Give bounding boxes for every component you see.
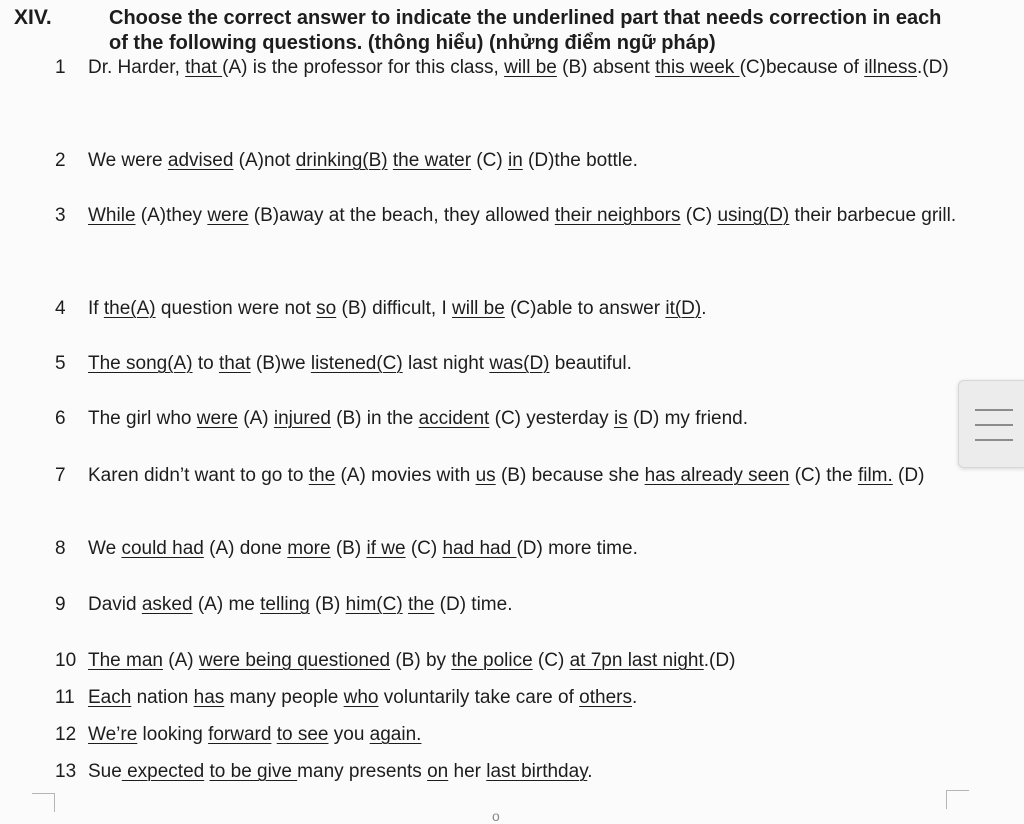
- underlined-option: will be: [452, 298, 505, 319]
- underlined-option: to be give: [209, 761, 298, 782]
- question-text-segment: Dr. Harder,: [88, 57, 186, 78]
- question-number: 4: [55, 298, 66, 319]
- question-text-segment: beautiful.: [549, 353, 632, 374]
- underlined-option: using(D): [717, 205, 790, 226]
- page-corner-mark-left: [32, 793, 55, 812]
- question-number: 5: [55, 353, 66, 374]
- question-text: [88, 142, 968, 179]
- question-text-segment: (A): [162, 650, 199, 671]
- question-text-segment: many presents: [297, 761, 428, 782]
- question-text-segment: (D): [892, 465, 925, 486]
- underlined-option: him(C): [345, 594, 403, 615]
- question-number: 1: [55, 57, 66, 78]
- underlined-option: has already seen: [644, 465, 790, 486]
- underlined-option: were being questioned: [198, 650, 391, 671]
- question-text-segment: .: [631, 687, 638, 708]
- question-number: 12: [55, 724, 77, 745]
- question-number: 11: [55, 687, 75, 708]
- underlined-option: were: [207, 205, 249, 226]
- underlined-option: could had: [121, 538, 204, 559]
- question-text-segment: .: [701, 298, 707, 319]
- question-text-segment: The girl who: [88, 408, 197, 429]
- question-text-segment: (A) done: [203, 538, 288, 559]
- question-text-segment: looking: [137, 724, 209, 745]
- question-text-segment: nation: [131, 687, 194, 708]
- underlined-option: advised: [167, 150, 234, 171]
- underlined-option: the water: [392, 150, 472, 171]
- underlined-option: on: [427, 761, 449, 782]
- question-text-segment: (B) in the: [330, 408, 419, 429]
- question-text-segment: (A)not: [233, 150, 296, 171]
- underlined-option: expected: [121, 761, 205, 782]
- underlined-option: listened(C): [310, 353, 403, 374]
- page-corner-mark-right: [946, 790, 969, 809]
- underlined-option: forward: [208, 724, 272, 745]
- underlined-option: that: [185, 57, 223, 78]
- page-bottom-mark: o: [492, 808, 500, 824]
- underlined-option: to see: [276, 724, 329, 745]
- question-text-segment: (B) difficult, I: [336, 298, 453, 319]
- question-text-segment: David: [88, 594, 142, 615]
- question-number: 2: [55, 150, 66, 171]
- question-text-segment: (D)the bottle.: [522, 150, 638, 171]
- question-text-segment: (A): [237, 408, 274, 429]
- question-text: [88, 530, 968, 567]
- question-text-segment: question were not: [155, 298, 317, 319]
- question-text-segment: (D) more time.: [516, 538, 638, 559]
- underlined-option: at 7pn last night: [569, 650, 704, 671]
- underlined-option: was(D): [489, 353, 550, 374]
- question-text-segment: last night: [402, 353, 490, 374]
- question-text-segment: (C)able to answer: [504, 298, 666, 319]
- question-number: 6: [55, 408, 66, 429]
- question-text-segment: (C): [532, 650, 570, 671]
- underlined-option: if we: [366, 538, 406, 559]
- menu-button[interactable]: [958, 380, 1024, 468]
- question-text-segment: .(D): [917, 57, 949, 78]
- underlined-option: the: [308, 465, 336, 486]
- question-text-segment: (A) movies with: [335, 465, 476, 486]
- question-text-segment: (C): [471, 150, 508, 171]
- underlined-option: The song(A): [88, 353, 193, 374]
- underlined-option: Each: [88, 687, 132, 708]
- underlined-option: their neighbors: [554, 205, 681, 226]
- underlined-option: the police: [451, 650, 533, 671]
- question-text-segment: Sue: [88, 761, 122, 782]
- question-text: [88, 290, 968, 327]
- hamburger-menu-icon: [975, 407, 1013, 443]
- underlined-option: The man: [88, 650, 163, 671]
- underlined-option: last birthday: [486, 761, 588, 782]
- underlined-option: the: [407, 594, 435, 615]
- underlined-option: accident: [418, 408, 490, 429]
- question-text-segment: her: [448, 761, 487, 782]
- underlined-option: us: [475, 465, 496, 486]
- underlined-option: in: [507, 150, 523, 171]
- question-text-segment: (A) me: [192, 594, 261, 615]
- question-text: [88, 753, 968, 790]
- question-text-segment: (B) by: [390, 650, 452, 671]
- question-text-segment: (B): [309, 594, 346, 615]
- question-text: [88, 586, 968, 623]
- question-text: [88, 679, 968, 716]
- question-text-segment: We were: [88, 150, 168, 171]
- underlined-option: so: [316, 298, 337, 319]
- question-text: [88, 642, 968, 679]
- question-text-segment: (B) because she: [495, 465, 645, 486]
- underlined-option: film.: [857, 465, 893, 486]
- question-number: 9: [55, 594, 66, 615]
- question-text-segment: (D) my friend.: [627, 408, 749, 429]
- question-text-segment: voluntarily take care of: [378, 687, 580, 708]
- question-text-segment: to: [192, 353, 219, 374]
- question-text-segment: (C) the: [789, 465, 858, 486]
- question-text-segment: (C) yesterday: [489, 408, 614, 429]
- underlined-option: drinking(B): [295, 150, 388, 171]
- underlined-option: asked: [141, 594, 193, 615]
- question-text: [88, 400, 968, 437]
- question-text: [88, 197, 968, 234]
- underlined-option: While: [88, 205, 136, 226]
- underlined-option: it(D): [665, 298, 702, 319]
- question-number: 3: [55, 205, 66, 226]
- underlined-option: others: [579, 687, 632, 708]
- underlined-option: is: [613, 408, 628, 429]
- underlined-option: more: [287, 538, 331, 559]
- underlined-option: injured: [273, 408, 331, 429]
- question-text-segment: (C): [680, 205, 718, 226]
- question-number: 7: [55, 465, 66, 486]
- question-text-segment: (D) time.: [434, 594, 513, 615]
- underlined-option: will be: [504, 57, 557, 78]
- question-text: [88, 457, 968, 494]
- section-instructions: Choose the correct answer to indicate the underlined part that needs correction in each of the following questions. (thông hiểu) (nhửng điểm ngữ pháp): [109, 7, 942, 54]
- underlined-option: were: [196, 408, 238, 429]
- question-text-segment: (A) is the professor for this class,: [222, 57, 505, 78]
- question-text-segment: .: [587, 761, 593, 782]
- question-text-segment: If: [88, 298, 104, 319]
- underlined-option: this week: [655, 57, 740, 78]
- question-text: [88, 716, 968, 753]
- question-text-segment: many people: [224, 687, 344, 708]
- question-number: 10: [55, 650, 77, 671]
- underlined-option: We’re: [88, 724, 138, 745]
- question-text-segment: their barbecue grill.: [789, 205, 957, 226]
- underlined-option: had had: [442, 538, 517, 559]
- underlined-option: illness: [864, 57, 918, 78]
- underlined-option: who: [343, 687, 379, 708]
- question-text-segment: (B) absent: [556, 57, 656, 78]
- underlined-option: the(A): [103, 298, 156, 319]
- question-text: [88, 49, 968, 86]
- question-number: 8: [55, 538, 66, 559]
- question-text-segment: (B)we: [250, 353, 311, 374]
- question-text-segment: (B): [330, 538, 367, 559]
- question-text-segment: .(D): [703, 650, 736, 671]
- underlined-option: again.: [369, 724, 422, 745]
- question-text-segment: Karen didn’t want to go to: [88, 465, 309, 486]
- question-text-segment: We: [88, 538, 122, 559]
- question-text-segment: (A)they: [135, 205, 208, 226]
- underlined-option: has: [193, 687, 225, 708]
- section-number: XIV.: [14, 6, 52, 29]
- question-text-segment: (C)because of: [739, 57, 865, 78]
- question-number: 13: [55, 761, 77, 782]
- question-text-segment: (C): [405, 538, 443, 559]
- underlined-option: telling: [260, 594, 310, 615]
- question-text: [88, 345, 968, 382]
- underlined-option: that: [218, 353, 251, 374]
- question-text-segment: (B)away at the beach, they allowed: [248, 205, 555, 226]
- question-text-segment: you: [328, 724, 370, 745]
